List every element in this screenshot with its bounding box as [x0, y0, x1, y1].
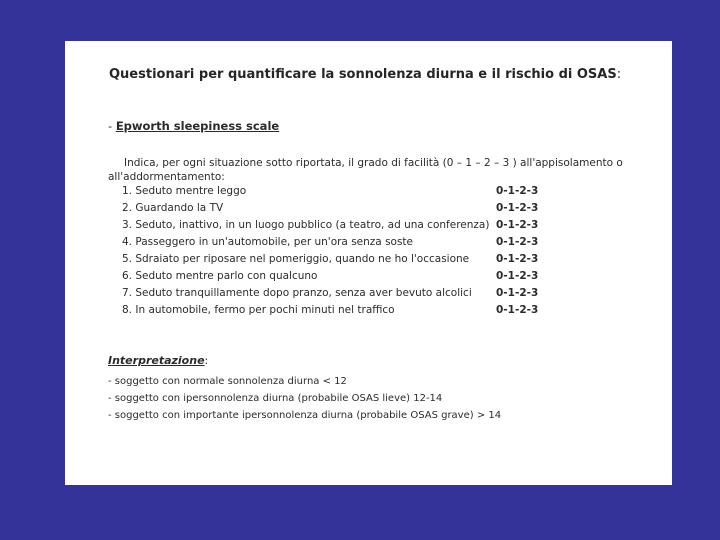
question-label: 7. Seduto tranquillamente dopo pranzo, senza aver bevuto alcolici [122, 287, 472, 299]
document-page [65, 41, 672, 485]
question-item [122, 268, 542, 285]
question-item [122, 285, 542, 302]
title-colon: : [616, 67, 622, 82]
instructions-line-2: all'addormentamento: [108, 171, 225, 183]
question-item [122, 234, 542, 251]
section-prefix: - [108, 119, 116, 133]
interpretation-list [108, 373, 501, 424]
question-label: 4. Passeggero in un'automobile, per un'ora senza soste [122, 236, 414, 248]
score-range: 0-1-2-3 [496, 185, 539, 197]
interpretation-heading [108, 354, 208, 367]
interpretation-item: - soggetto con importante ipersonnolenza diurna (probabile OSAS grave) > 14 [108, 410, 502, 421]
question-label: 2. Guardando la TV [122, 202, 224, 214]
score-range: 0-1-2-3 [496, 202, 539, 214]
score-range: 0-1-2-3 [496, 304, 539, 316]
question-label: 3. Seduto, inattivo, in un luogo pubblico (a teatro, ad una conferenza) [122, 219, 490, 231]
question-item [122, 217, 542, 234]
interpretation-item: - soggetto con ipersonnolenza diurna (probabile OSAS lieve) 12-14 [108, 393, 443, 404]
interpretation-title: Interpretazione [108, 354, 205, 367]
instructions [108, 156, 668, 184]
instructions-line-1: Indica, per ogni situazione sotto riportata, il grado di facilità (0 – 1 – 2 – 3 ) all'appisolamento o [124, 157, 623, 169]
interpretation-colon: : [204, 354, 209, 367]
question-item [122, 302, 542, 319]
score-range: 0-1-2-3 [496, 287, 539, 299]
question-label: 8. In automobile, fermo per pochi minuti nel traffico [122, 304, 395, 316]
question-label: 5. Sdraiato per riposare nel pomeriggio, quando ne ho l'occasione [122, 253, 470, 265]
question-item [122, 200, 542, 217]
score-range: 0-1-2-3 [496, 270, 539, 282]
question-list [122, 183, 542, 319]
interpretation-item: - soggetto con normale sonnolenza diurna < 12 [108, 376, 347, 387]
page-title [109, 67, 621, 82]
score-range: 0-1-2-3 [496, 253, 539, 265]
section-title: Epworth sleepiness scale [115, 119, 280, 133]
section-heading [108, 119, 279, 133]
question-item [122, 183, 542, 200]
score-range: 0-1-2-3 [496, 236, 539, 248]
question-label: 6. Seduto mentre parlo con qualcuno [122, 270, 318, 282]
title-text: Questionari per quantificare la sonnolenza diurna e il rischio di OSAS [109, 67, 617, 82]
question-label: 1. Seduto mentre leggo [122, 185, 247, 197]
question-item [122, 251, 542, 268]
score-range: 0-1-2-3 [496, 219, 539, 231]
